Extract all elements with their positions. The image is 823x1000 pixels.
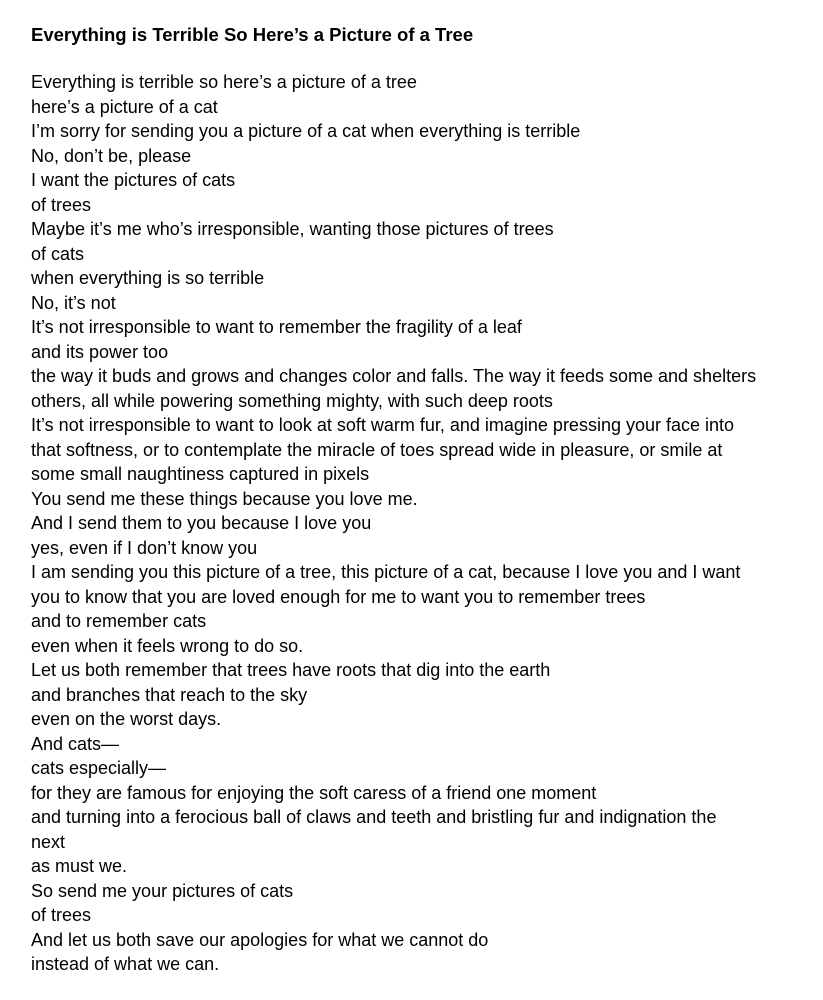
poem-line: Everything is terrible so here’s a picture of a tree	[31, 72, 417, 92]
poem-line: instead of what we can.	[31, 954, 220, 974]
poem-line: next	[31, 831, 66, 852]
poem-line: of cats	[31, 243, 85, 264]
poem-line: the way it buds and grows and changes color and falls. The way it feeds some and shelters	[31, 366, 757, 386]
poem-line: yes, even if I don’t know you	[31, 537, 258, 558]
poem-line: even on the worst days.	[31, 709, 222, 729]
poem-line: And I send them to you because I love you	[31, 513, 372, 533]
poem-line: and turning into a ferocious ball of claws and teeth and bristling fur and indignation the	[31, 807, 717, 827]
poem-line: I’m sorry for sending you a picture of a cat when everything is terrible	[31, 121, 581, 141]
poem-line: You send me these things because you love me.	[31, 488, 418, 509]
poem-line: So send me your pictures of cats	[31, 880, 294, 901]
poem-line: when everything is so terrible	[31, 268, 265, 288]
poem-line: of trees	[31, 194, 92, 215]
poem-line: No, don’t be, please	[31, 145, 192, 166]
poem-body	[31, 70, 816, 977]
poem-line: cats especially—	[31, 758, 167, 778]
poem-line: as must we.	[31, 856, 128, 876]
poem-line: I want the pictures of cats	[31, 170, 236, 190]
poem-line: and branches that reach to the sky	[31, 684, 308, 705]
poem-line: that softness, or to contemplate the miracle of toes spread wide in pleasure, or smile at	[31, 439, 723, 460]
poem-line: Let us both remember that trees have roots that dig into the earth	[31, 660, 551, 680]
poem-line: even when it feels wrong to do so.	[31, 635, 304, 656]
poem-line: and its power too	[31, 341, 169, 362]
poem-line: And let us both save our apologies for what we cannot do	[31, 929, 489, 950]
poem-line: others, all while powering something mighty, with such deep roots	[31, 390, 553, 411]
poem-line: It’s not irresponsible to want to look at soft warm fur, and imagine pressing your face into	[31, 415, 735, 435]
poem-line: Maybe it’s me who’s irresponsible, wanting those pictures of trees	[31, 219, 554, 239]
poem-line: And cats—	[31, 733, 120, 754]
poem-line: here’s a picture of a cat	[31, 96, 218, 117]
poem-line: and to remember cats	[31, 611, 207, 631]
poem-line: It’s not irresponsible to want to remember the fragility of a leaf	[31, 317, 522, 337]
poem-line: of trees	[31, 905, 92, 925]
poem-line: some small naughtiness captured in pixels	[31, 464, 370, 484]
poem-line: for they are famous for enjoying the soft caress of a friend one moment	[31, 782, 597, 803]
poem-line: I am sending you this picture of a tree, this picture of a cat, because I love you and I want	[31, 562, 741, 582]
poem-title: Everything is Terrible So Here’s a Picture of a Tree	[31, 24, 474, 45]
poem-line: you to know that you are loved enough for me to want you to remember trees	[31, 586, 646, 607]
document-page	[31, 22, 816, 977]
poem-line: No, it’s not	[31, 292, 116, 313]
